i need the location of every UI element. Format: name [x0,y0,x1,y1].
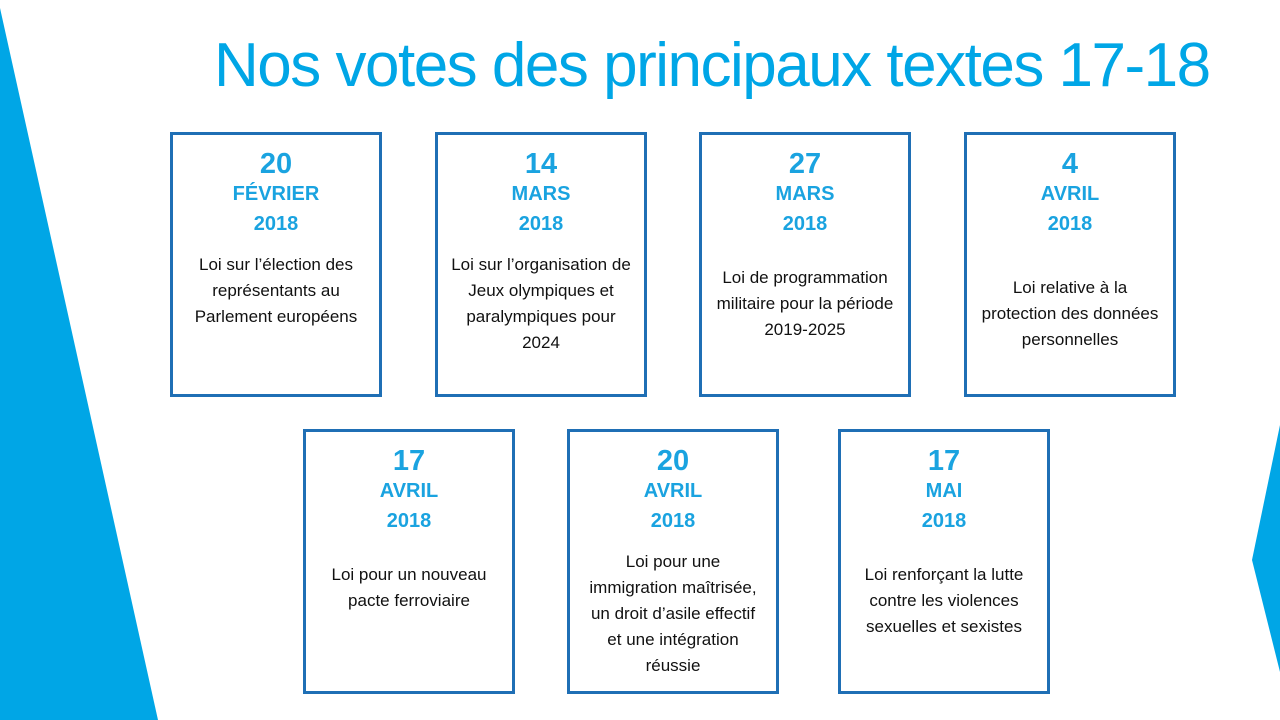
card-day: 20 [259,148,293,180]
card-month: MARS [775,183,835,205]
card-day: 14 [524,148,558,180]
card-month: MARS [511,183,571,205]
card-month: MAI [925,480,963,502]
card-description: Loi renforçant la lutte contre les violences sexuelles et sexistes [864,565,1024,636]
vote-card [303,429,515,694]
card-month: AVRIL [1040,183,1100,205]
card-year: 2018 [782,213,828,235]
card-day: 17 [392,445,426,477]
right-blue-shape [1252,425,1280,672]
vote-card [699,132,911,397]
left-blue-shape [0,8,158,720]
card-year: 2018 [1047,213,1093,235]
card-month: FÉVRIER [232,183,320,205]
card-day: 20 [656,445,690,477]
card-description: Loi pour un nouveau pacte ferroviaire [331,565,487,610]
card-year: 2018 [386,510,432,532]
vote-card [567,429,779,694]
slide-title: Nos votes des principaux textes 17-18 [214,31,1210,100]
vote-card [964,132,1176,397]
card-day: 4 [1061,148,1079,180]
card-description: Loi pour une immigration maîtrisée, un droit d’asile effectif et une intégration réussie [589,552,757,675]
card-year: 2018 [253,213,299,235]
vote-card [838,429,1050,694]
card-description: Loi sur l’élection des représentants au Parlement européens [194,255,358,326]
card-year: 2018 [650,510,696,532]
card-month: AVRIL [643,480,703,502]
card-month: AVRIL [379,480,439,502]
card-day: 17 [927,445,961,477]
card-description: Loi de programmation militaire pour la période 2019-2025 [716,268,894,339]
vote-card [170,132,382,397]
card-description: Loi relative à la protection des données personnelles [981,278,1159,349]
card-description: Loi sur l’organisation de Jeux olympiques et paralympiques pour 2024 [451,255,631,352]
vote-card [435,132,647,397]
card-year: 2018 [921,510,967,532]
card-year: 2018 [518,213,564,235]
card-day: 27 [788,148,822,180]
